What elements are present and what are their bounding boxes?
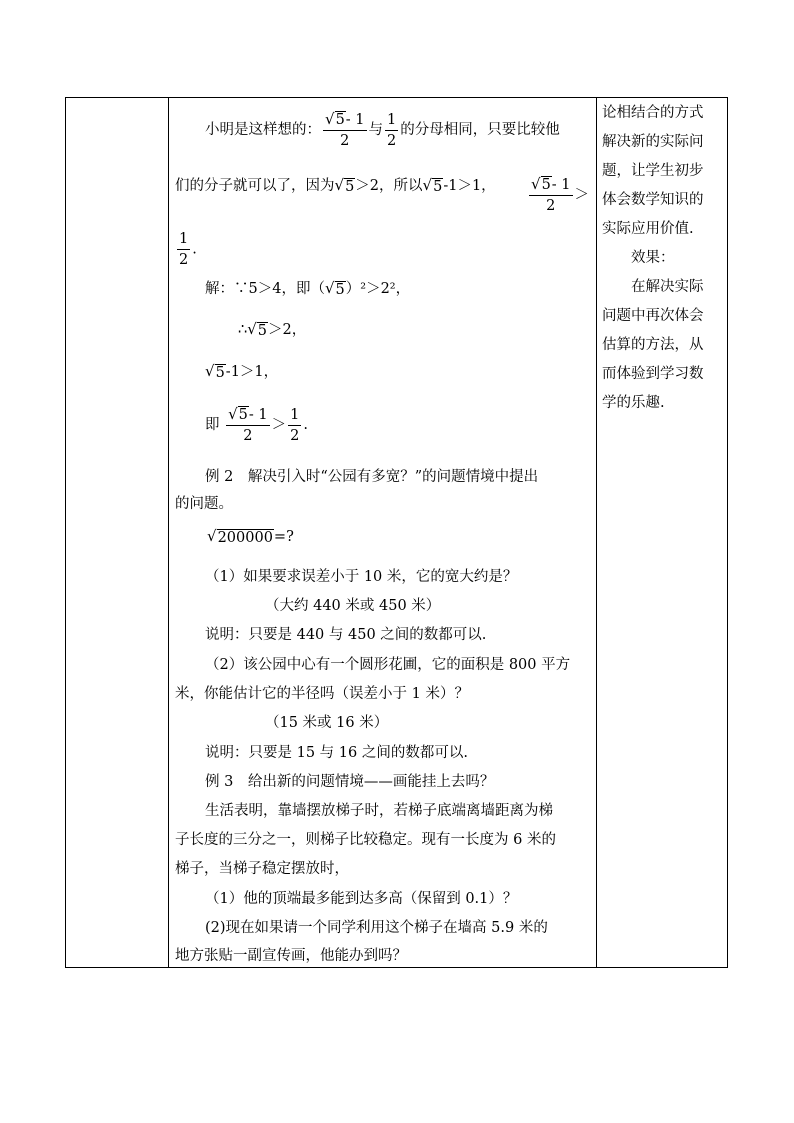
side-line: 题，让学生初步 bbox=[602, 163, 704, 179]
numerator-rest: - 1 bbox=[551, 177, 571, 193]
text: 们的分子就可以了，因为 bbox=[175, 178, 335, 194]
note-2: 说明：只要是 15 与 16 之间的数都可以. bbox=[205, 745, 468, 761]
side-line: 问题中再次体会 bbox=[602, 308, 704, 324]
numerator: 1 bbox=[288, 406, 301, 426]
example-3-para-3: 梯子，当梯子稳定摆放时， bbox=[175, 861, 349, 877]
text: ）²＞2²， bbox=[345, 281, 411, 297]
solution-line-3 bbox=[205, 361, 278, 382]
side-line: 解决新的实际问 bbox=[602, 134, 704, 150]
sqrt5: √ 5 bbox=[247, 320, 268, 339]
numerator: 1 bbox=[177, 230, 190, 250]
side-notes bbox=[602, 99, 724, 418]
solution-line-2 bbox=[238, 319, 306, 340]
column-divider-2 bbox=[596, 98, 597, 967]
fraction-half-line bbox=[175, 230, 197, 269]
solution-line-1 bbox=[205, 278, 410, 299]
side-line: 实际应用价值. bbox=[602, 221, 694, 237]
text: =? bbox=[273, 529, 294, 545]
radicand: 5 bbox=[238, 407, 248, 423]
fraction-sqrt5-minus1-over-2: √ 5 - 1 2 bbox=[531, 175, 571, 214]
example-3-para-1: 生活表明，靠墙摆放梯子时，若梯子底端离墙距离为梯 bbox=[205, 803, 553, 819]
paragraph-numerator-compare bbox=[175, 175, 496, 196]
text: 小明是这样想的： bbox=[205, 122, 321, 138]
side-line: 在解决实际 bbox=[631, 279, 704, 295]
radicand: 5 bbox=[345, 179, 355, 195]
sqrt200000: √ 200000 bbox=[207, 527, 273, 546]
question-2-cont: 米，你能估计它的半径吗（误差小于 1 米）？ bbox=[175, 686, 469, 702]
denominator: 2 bbox=[243, 428, 253, 444]
side-line: 而体验到学习数 bbox=[602, 366, 704, 382]
side-line: 论相结合的方式 bbox=[602, 105, 704, 121]
sqrt5: √ 5 bbox=[324, 279, 345, 298]
denominator: 2 bbox=[179, 252, 189, 268]
column-divider-1 bbox=[168, 98, 169, 967]
example-3-question-2-cont: 地方张贴一副宣传画，他能办到吗？ bbox=[175, 948, 407, 964]
therefore-symbol: ∴ bbox=[238, 322, 248, 338]
side-line: 体会数学知识的 bbox=[602, 192, 704, 208]
answer-1: （大约 440 米或 450 米） bbox=[265, 598, 441, 614]
denominator: 2 bbox=[290, 427, 300, 444]
period: . bbox=[303, 417, 308, 433]
text: 的分母相同，只要比较他 bbox=[400, 122, 560, 138]
fraction-sqrt5-minus1-over-2: √ 5 - 1 2 bbox=[228, 405, 268, 444]
numerator-rest: - 1 bbox=[345, 112, 365, 128]
example-2-title-cont: 的问题。 bbox=[175, 496, 233, 512]
denominator: 2 bbox=[387, 132, 397, 149]
example-3-title: 例 3 给出新的问题情境——画能挂上去吗？ bbox=[205, 774, 495, 790]
gt-symbol: ＞ bbox=[574, 187, 590, 203]
text: ＞2， bbox=[268, 322, 307, 338]
radicand: 200000 bbox=[217, 530, 273, 546]
side-line: 学的乐趣. bbox=[602, 395, 665, 411]
radicand: 5 bbox=[257, 323, 268, 339]
example-3-para-2: 子长度的三分之一，则梯子比较稳定。现有一长度为 6 米的 bbox=[175, 832, 556, 848]
radicand: 5 bbox=[335, 282, 345, 298]
example-3-question-1: （1）他的顶端最多能到达多高（保留到 0.1）？ bbox=[205, 891, 518, 907]
paragraph-xiaoming bbox=[205, 110, 560, 150]
sqrt-200000-expression bbox=[207, 526, 294, 547]
fraction-1-over-2 bbox=[288, 406, 301, 445]
example-2-title: 例 2 解决引入时“公园有多宽？”的问题情境中提出 bbox=[205, 469, 539, 485]
sqrt5: √ 5 bbox=[205, 362, 225, 381]
note-1: 说明：只要是 440 与 450 之间的数都可以. bbox=[205, 627, 487, 643]
text: 解：∵5＞4，即（ bbox=[205, 281, 325, 297]
effect-label: 效果： bbox=[631, 250, 675, 266]
solution-conclusion bbox=[205, 405, 308, 445]
sqrt5: √ 5 bbox=[334, 176, 355, 195]
example-3-question-2: (2)现在如果请一个同学利用这个梯子在墙高 5.9 米的 bbox=[205, 920, 548, 936]
question-2: （2）该公园中心有一个圆形花圃，它的面积是 800 平方 bbox=[205, 657, 571, 673]
radicand: 5 bbox=[433, 179, 443, 195]
radicand: 5 bbox=[541, 177, 551, 193]
radicand: 5 bbox=[335, 112, 345, 128]
fraction-1-over-2 bbox=[385, 111, 398, 150]
side-line: 估算的方法，从 bbox=[602, 337, 704, 353]
text: -1＞1， bbox=[443, 178, 496, 194]
inequality-fraction-gt bbox=[527, 175, 589, 215]
sqrt5: √ 5 bbox=[422, 176, 443, 195]
text: -1＞1， bbox=[225, 364, 279, 380]
gt-symbol: ＞ bbox=[271, 417, 287, 433]
answer-2: （15 米或 16 米） bbox=[265, 715, 389, 731]
numerator-rest: - 1 bbox=[248, 407, 268, 423]
fraction-sqrt5-minus1-over-2: √ 5 - 1 2 bbox=[325, 110, 365, 149]
period: . bbox=[192, 241, 197, 258]
denominator: 2 bbox=[340, 133, 350, 149]
fraction-1-over-2 bbox=[177, 230, 190, 269]
text: ＞2，所以 bbox=[355, 178, 423, 194]
question-1: （1）如果要求误差小于 10 米，它的宽大约是？ bbox=[205, 569, 518, 585]
text: 与 bbox=[368, 122, 384, 138]
numerator: 1 bbox=[385, 111, 398, 131]
denominator: 2 bbox=[546, 198, 556, 214]
radicand: 5 bbox=[215, 365, 225, 381]
text: 即 bbox=[205, 417, 220, 433]
